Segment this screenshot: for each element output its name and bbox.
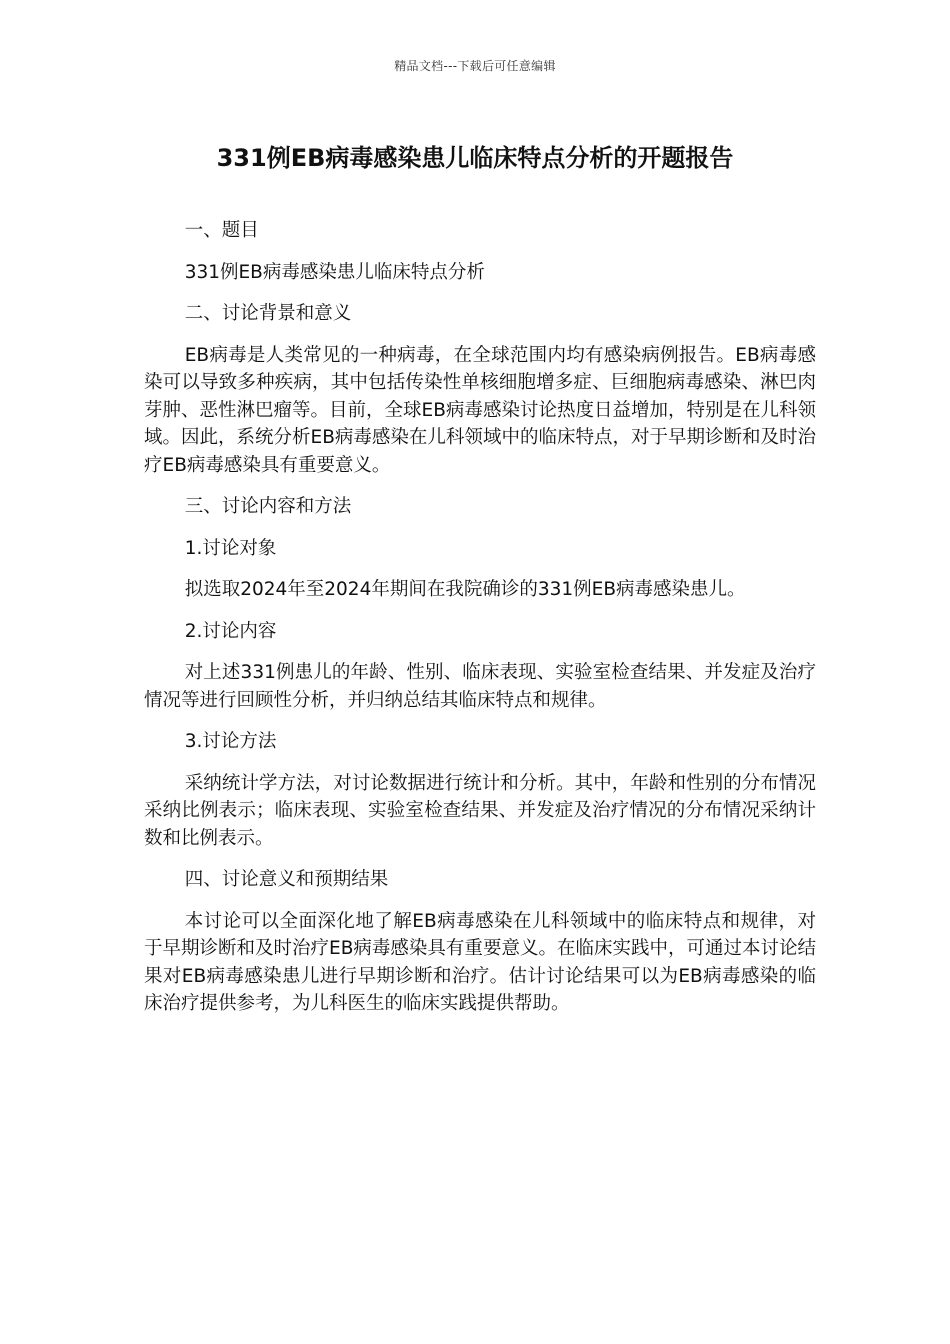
section-heading: 三、讨论内容和方法 bbox=[184, 496, 352, 517]
subsection-heading: 3.讨论方法 bbox=[184, 731, 277, 752]
subsection-heading: 1.讨论对象 bbox=[184, 537, 277, 559]
paragraph: 拟选取2024年至2024年期间在我院确诊的331例EB病毒感染患儿。 bbox=[184, 579, 746, 600]
page-title: 331例EB病毒感染患儿临床特点分析的开题报告 bbox=[216, 144, 734, 172]
paragraph: EB病毒是人类常见的一种病毒，在全球范围内均有感染病例报告。EB病毒感染可以导致多种疾病，其中包括传染性单核细胞增多症、巨细胞病毒感染、淋巴肉芽肿、恶性淋巴瘤等。目前，全球EB病毒感染讨论热度日益增加，特别是在儿科领域。因此，系统分析EB病毒感染在儿科领域中的临床特点，对于早期诊断和及时治疗EB病毒感染具有重要意义。 bbox=[144, 344, 816, 476]
section-heading: 四、讨论意义和预期结果 bbox=[184, 869, 389, 890]
paragraph: 331例EB病毒感染患儿临床特点分析 bbox=[184, 261, 485, 283]
subsection-heading: 2.讨论内容 bbox=[184, 620, 277, 642]
paragraph: 采纳统计学方法，对讨论数据进行统计和分析。其中，年龄和性别的分布情况采纳比例表示；临床表现、实验室检查结果、并发症及治疗情况的分布情况采纳计数和比例表示。 bbox=[144, 772, 816, 849]
section-heading: 二、讨论背景和意义 bbox=[184, 303, 352, 324]
document-body bbox=[144, 217, 816, 1018]
paragraph: 本讨论可以全面深化地了解EB病毒感染在儿科领域中的临床特点和规律，对于早期诊断和及时治疗EB病毒感染具有重要意义。在临床实践中，可通过本讨论结果对EB病毒感染患儿进行早期诊断和治疗。估计讨论结果可以为EB病毒感染的临床治疗提供参考，为儿科医生的临床实践提供帮助。 bbox=[144, 910, 816, 1014]
header-note: 精品文档---下载后可任意编辑 bbox=[394, 59, 556, 73]
section-heading: 一、题目 bbox=[184, 220, 259, 241]
paragraph: 对上述331例患儿的年龄、性别、临床表现、实验室检查结果、并发症及治疗情况等进行回顾性分析，并归纳总结其临床特点和规律。 bbox=[144, 662, 816, 711]
